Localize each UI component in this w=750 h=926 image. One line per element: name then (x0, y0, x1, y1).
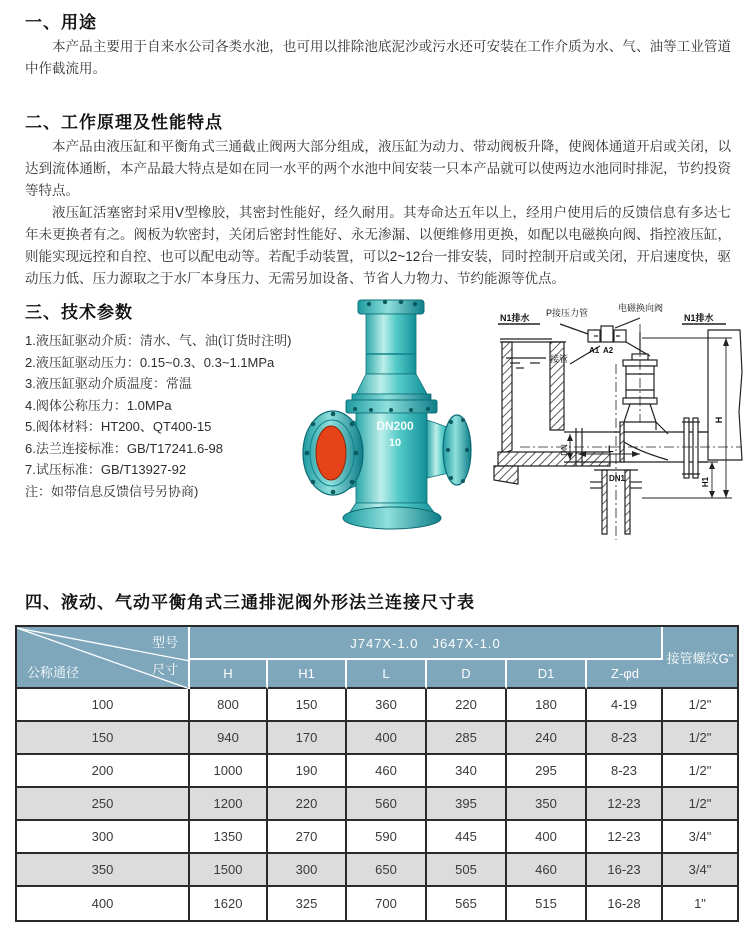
table-row (17, 722, 737, 755)
corner-label-model: 型号 (151, 635, 178, 650)
dimension-cell: 12-23 (587, 788, 663, 821)
model-header: J747X-1.0 J647X-1.0 (190, 627, 663, 660)
dimension-cell: 565 (427, 887, 507, 920)
col-header-d: D (427, 660, 507, 689)
tank-right-wall (708, 330, 742, 460)
table-row (17, 887, 737, 920)
pressure-pipe-label: P接压力管 (546, 308, 589, 318)
dimension-cell: 1/2" (663, 788, 737, 821)
dimension-cell: 445 (427, 821, 507, 854)
section2-paragraph-2: 液压缸活塞密封采用V型橡胶，其密封性能好，经久耐用。其寿命达五年以上，经用户使用后的反馈信息有多达七年未更换者有之。阀板为软密封，关闭后密封性能好、永无渗漏、以便维修用更换，如配以电磁换向阀、指控液压缸，则能实现远控和自控、也可以配电动等。若配手动装置，可以2~12台一排安装，同时控制开启或关闭，开启速度快，驱动压力低、压力源取之于水厂本身压力、无需另加设备、节省人力物力、节约能源等优点。 (25, 205, 731, 286)
nominal-diameter-cell: 150 (17, 722, 190, 755)
dimension-cell: 180 (507, 689, 587, 722)
nominal-diameter-cell: 300 (17, 821, 190, 854)
port-a2-label: A2 (603, 346, 614, 355)
tech-param-item: 2.液压缸驱动压力：0.15~0.3、0.3~1.1MPa (25, 354, 275, 370)
table-row (17, 755, 737, 788)
dimension-cell: 220 (427, 689, 507, 722)
nominal-diameter-cell: 200 (17, 755, 190, 788)
dimension-cell: 400 (347, 722, 427, 755)
dimension-cell: 300 (268, 854, 347, 887)
table-row (17, 689, 737, 722)
section2-body (25, 136, 731, 290)
col-header-h: H (190, 660, 268, 689)
port-a1-label: A1 (589, 346, 600, 355)
tech-param-item: 7.试压标准：GB/T13927-92 (25, 462, 187, 477)
dimension-cell: 360 (347, 689, 427, 722)
nominal-diameter-cell: 400 (17, 887, 190, 920)
nominal-diameter-cell: 350 (17, 854, 190, 887)
section4-heading: 四、液动、气动平衡角式三通排泥阀外形法兰连接尺寸表 (25, 593, 475, 612)
tech-param-item: 5.阀体材料：HT200、QT400-15 (25, 419, 212, 434)
dimension-cell: 150 (268, 689, 347, 722)
connect-pipe-label: 接管 (550, 354, 569, 364)
valve-neck (366, 314, 416, 374)
dimension-cell: 3/4" (663, 821, 737, 854)
section2-heading: 二、工作原理及性能特点 (25, 113, 223, 132)
dimension-table-body (17, 689, 737, 920)
valve-bottom-flange (343, 507, 441, 529)
dimension-table (15, 625, 739, 922)
dimension-cell: 1200 (190, 788, 268, 821)
tech-param-item: 4.阀体公称压力：1.0MPa (25, 397, 172, 413)
tech-param-item: 1.液压缸驱动介质：清水、气、油(订货时注明) (25, 333, 292, 348)
dimension-cell: 8-23 (587, 755, 663, 788)
dimension-cell: 940 (190, 722, 268, 755)
dimension-cell: 220 (268, 788, 347, 821)
tech-param-item: 6.法兰连接标准：GB/T17241.6-98 (25, 440, 223, 456)
dimension-cell: 3/4" (663, 854, 737, 887)
dimension-cell: 650 (347, 854, 427, 887)
dimension-cell: 1" (663, 887, 737, 920)
col-header-zfd: Z-φd (587, 660, 663, 689)
installation-diagram (490, 302, 748, 550)
drain-pipe-wall (602, 470, 607, 534)
section3-heading: 三、技术参数 (25, 303, 133, 322)
h1-dim-label: H1 (701, 476, 710, 488)
h-dim-label: H (714, 416, 724, 424)
corner-label-size: 尺寸 (151, 662, 178, 677)
dimension-cell: 16-28 (587, 887, 663, 920)
table-row (17, 854, 737, 887)
dimension-cell: 460 (507, 854, 587, 887)
col-header-d1: D1 (507, 660, 587, 689)
dimension-cell: 400 (507, 821, 587, 854)
nominal-diameter-cell: 100 (17, 689, 190, 722)
dimension-cell: 1/2" (663, 689, 737, 722)
valve-size-label: DN200 (376, 419, 414, 433)
dimension-cell: 1/2" (663, 722, 737, 755)
section2-paragraph-1: 本产品由液压缸和平衡角式三通截止阀两大部分组成，液压缸为动力、带动阀板升降，使阀体通道开启或关闭，以达到流体通断，本产品最大特点是如在同一水平的两个水池中间安装一只本产品就可以使两边水池同时排泥，节约投资等特点。 (25, 139, 731, 198)
dimension-cell: 270 (268, 821, 347, 854)
section1-heading: 一、用途 (25, 13, 97, 32)
dimension-cell: 190 (268, 755, 347, 788)
dimension-cell: 800 (190, 689, 268, 722)
section1-body (25, 36, 731, 80)
corner-label-diameter: 公称通径 (27, 665, 80, 680)
dimension-cell: 350 (507, 788, 587, 821)
table-row (17, 821, 737, 854)
thread-header: 接管螺纹G" (663, 627, 737, 689)
valve-port-opening (316, 426, 346, 480)
dimension-cell: 240 (507, 722, 587, 755)
dimension-cell: 285 (427, 722, 507, 755)
dimension-cell: 1350 (190, 821, 268, 854)
dimension-cell: 340 (427, 755, 507, 788)
dimension-cell: 700 (347, 887, 427, 920)
tech-param-item: 3.液压缸驱动介质温度：常温 (25, 376, 192, 391)
dimension-cell: 16-23 (587, 854, 663, 887)
l-dim-label: L (608, 444, 614, 454)
dimension-cell: 505 (427, 854, 507, 887)
solenoid-valve-label: 电磁换向阀 (618, 303, 664, 313)
table-row (17, 788, 737, 821)
dimension-cell: 170 (268, 722, 347, 755)
col-header-l: L (347, 660, 427, 689)
dimension-cell: 295 (507, 755, 587, 788)
tank-left-wall (502, 342, 512, 454)
dimension-cell: 515 (507, 887, 587, 920)
tech-param-list (25, 330, 305, 502)
dn1-label: DN1 (609, 474, 626, 483)
dimension-cell: 12-23 (587, 821, 663, 854)
dimension-cell: 1500 (190, 854, 268, 887)
dimension-cell: 8-23 (587, 722, 663, 755)
dimension-cell: 325 (268, 887, 347, 920)
dimension-cell: 560 (347, 788, 427, 821)
table-corner-cell (17, 627, 190, 689)
valve-product-photo (295, 296, 490, 536)
dimension-cell: 1/2" (663, 755, 737, 788)
dimension-cell: 1000 (190, 755, 268, 788)
drain-right-label: N1排水 (684, 313, 714, 323)
col-header-h1: H1 (268, 660, 347, 689)
section1-paragraph: 本产品主要用于自来水公司各类水池，也可用以排除池底泥沙或污水还可安装在工作介质为水、气、油等工业管道中作截流用。 (25, 39, 731, 76)
valve-pn-label: 10 (388, 437, 402, 449)
dimension-cell: 460 (347, 755, 427, 788)
dn-dim-label: DN (560, 444, 569, 456)
drain-left-label: N1排水 (500, 313, 530, 323)
dimension-table-wrap (15, 625, 735, 922)
nominal-diameter-cell: 250 (17, 788, 190, 821)
tech-param-item: 注：如带信息反馈信号另协商) (25, 483, 199, 499)
dimension-cell: 4-19 (587, 689, 663, 722)
dimension-cell: 395 (427, 788, 507, 821)
dimension-cell: 1620 (190, 887, 268, 920)
dimension-cell: 590 (347, 821, 427, 854)
